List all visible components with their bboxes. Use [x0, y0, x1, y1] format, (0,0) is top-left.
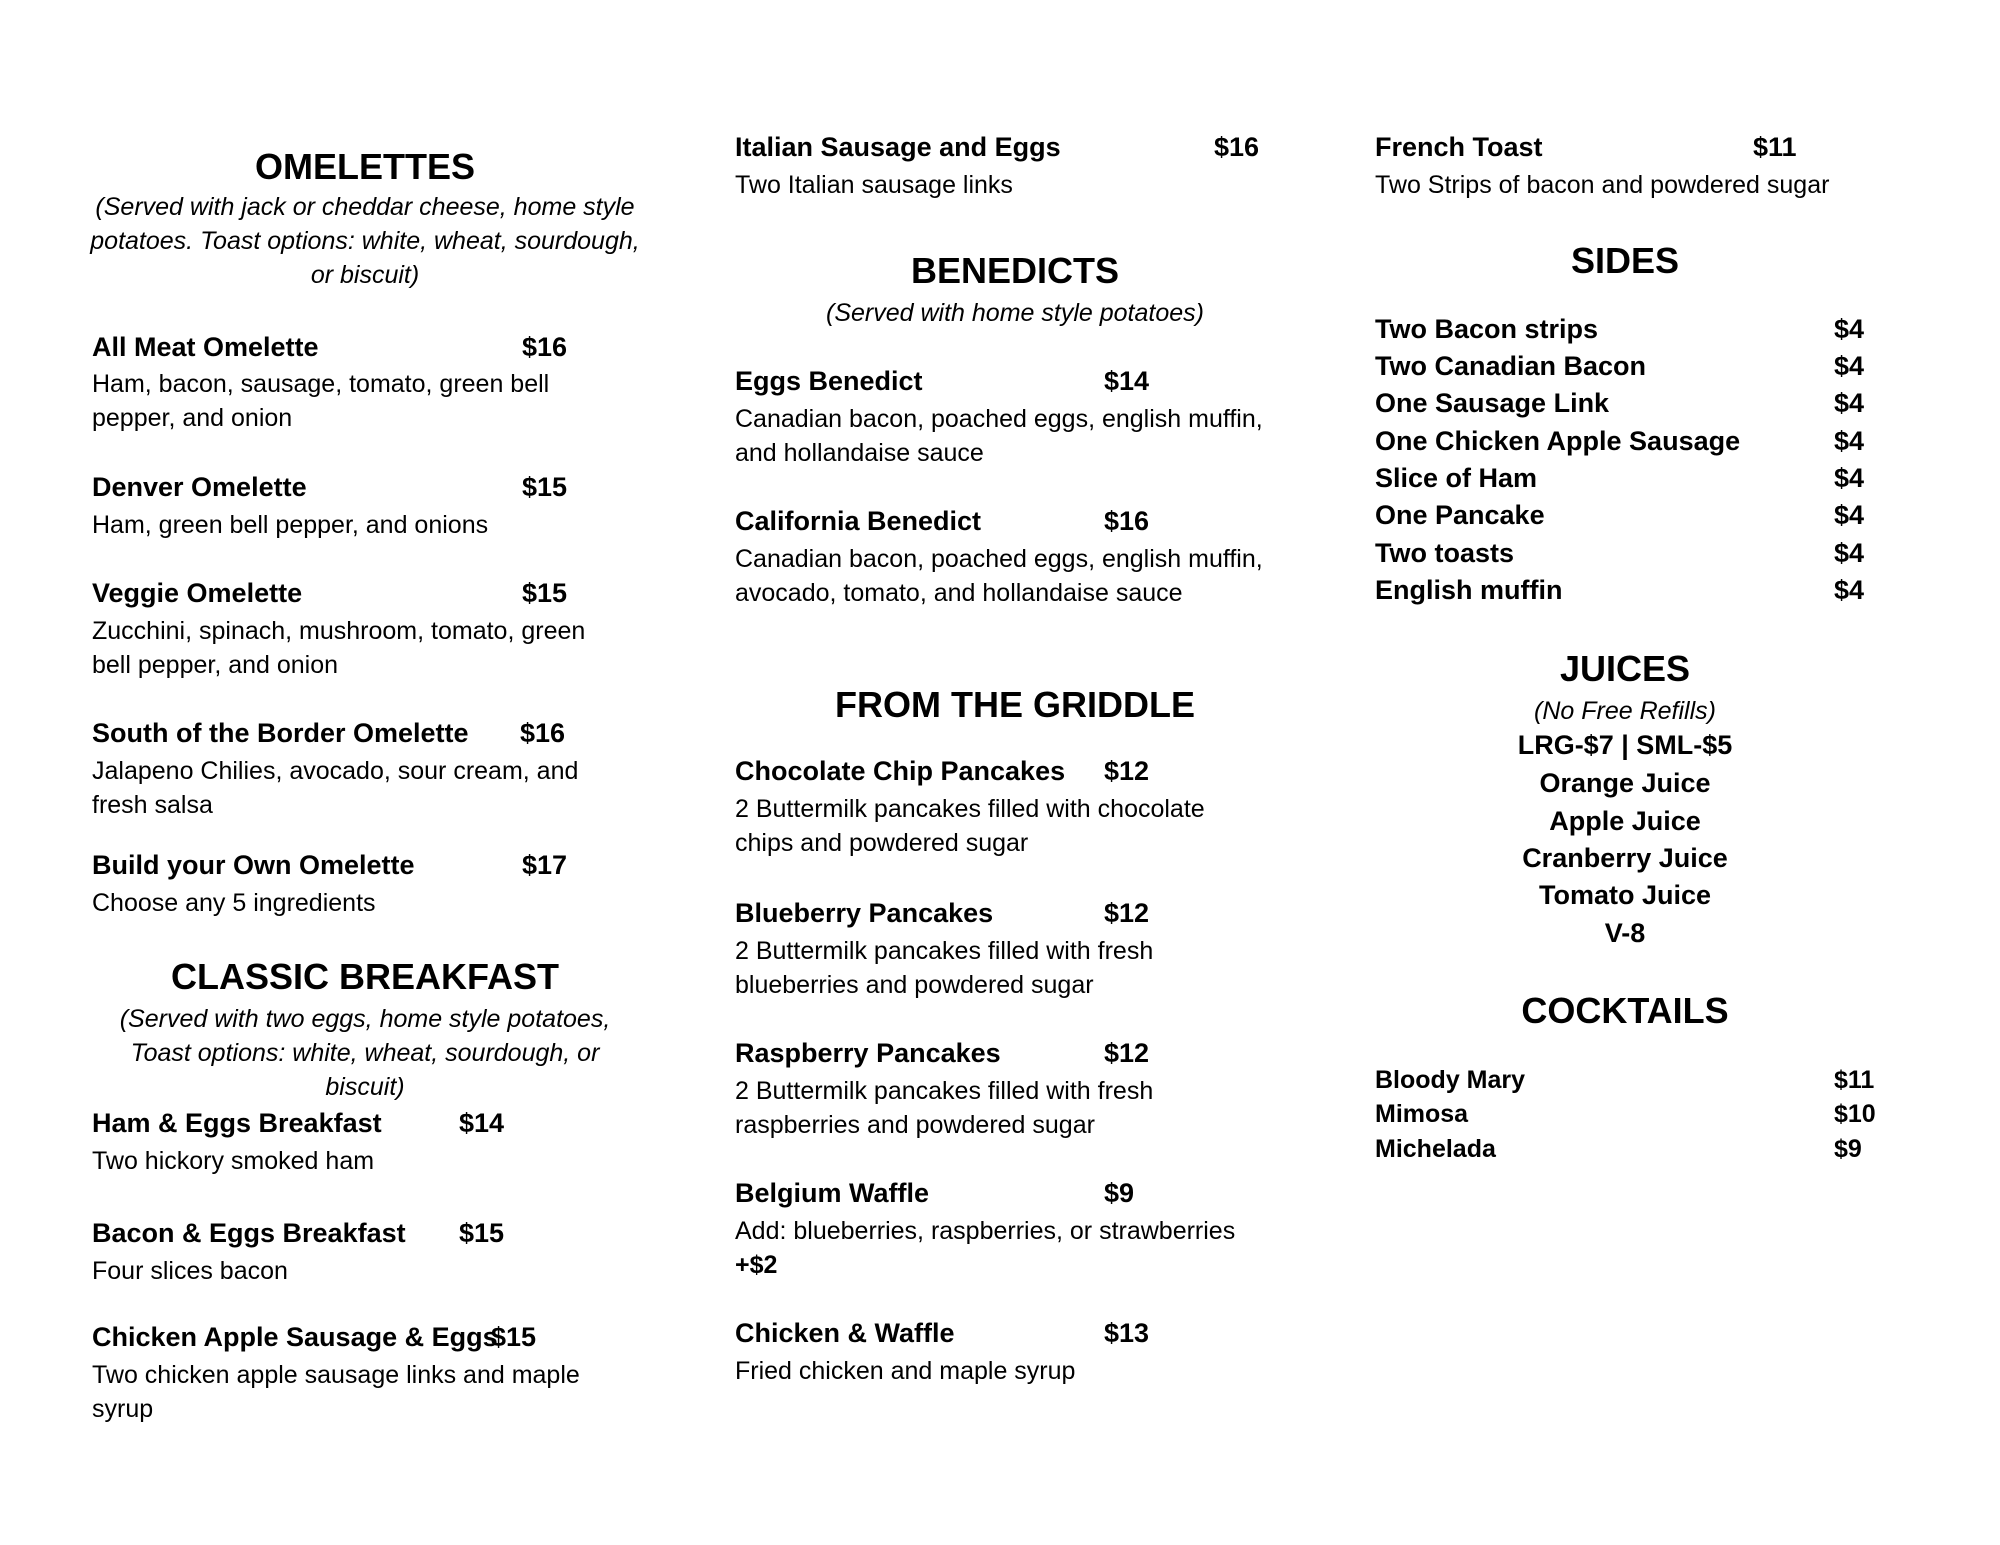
item-price: $16: [522, 332, 568, 362]
item-name: All Meat Omelette: [92, 332, 319, 362]
item-description: Fried chicken and maple syrup: [735, 1357, 1076, 1385]
item-price: $9: [1104, 1178, 1135, 1208]
menu-column-middle: [720, 0, 1360, 1545]
item-name: Chicken Apple Sausage & Eggs: [92, 1322, 498, 1352]
side-name: English muffin: [1375, 575, 1563, 605]
juice-item: V-8: [1604, 918, 1646, 948]
item-description: Two Strips of bacon and powdered sugar: [1375, 171, 1830, 199]
item-description: Canadian bacon, poached eggs, english muffin, avocado, tomato, and hollandaise sauce: [735, 545, 1263, 607]
item-name: South of the Border Omelette: [92, 718, 469, 748]
item-name: Blueberry Pancakes: [735, 898, 994, 928]
item-price: $12: [1104, 898, 1150, 928]
item-price: $15: [522, 578, 568, 608]
benedicts-heading: BENEDICTS: [910, 250, 1120, 291]
item-price: $16: [1214, 132, 1260, 162]
item-name: Chocolate Chip Pancakes: [735, 756, 1066, 786]
item-price: $15: [522, 472, 568, 502]
side-name: Two Canadian Bacon: [1375, 351, 1647, 381]
side-name: One Sausage Link: [1375, 388, 1610, 418]
item-name: California Benedict: [735, 506, 982, 536]
omelettes-note: (Served with jack or cheddar cheese, home style potatoes. Toast options: white, wheat, sourdough, or biscuit): [90, 193, 640, 289]
juice-item: Apple Juice: [1549, 806, 1701, 836]
item-name: Eggs Benedict: [735, 366, 923, 396]
cocktails-heading: COCKTAILS: [1521, 990, 1729, 1031]
item-price: $12: [1104, 756, 1150, 786]
cocktail-price: $10: [1834, 1100, 1876, 1128]
item-price: $15: [459, 1218, 505, 1248]
menu-column-right: [1360, 0, 2000, 1545]
juice-sizes: LRG-$7 | SML-$5: [1517, 730, 1733, 760]
cocktail-name: Bloody Mary: [1375, 1066, 1526, 1094]
side-price: $4: [1834, 500, 1865, 530]
side-name: Two toasts: [1375, 538, 1515, 568]
item-price: $15: [491, 1322, 537, 1352]
item-name: Italian Sausage and Eggs: [735, 132, 1061, 162]
item-name: Denver Omelette: [92, 472, 307, 502]
item-name: Build your Own Omelette: [92, 850, 415, 880]
side-name: One Chicken Apple Sausage: [1375, 426, 1741, 456]
item-name: Bacon & Eggs Breakfast: [92, 1218, 406, 1248]
item-description: Choose any 5 ingredients: [92, 889, 376, 917]
side-price: $4: [1834, 351, 1865, 381]
side-price: $4: [1834, 426, 1865, 456]
item-description: Zucchini, spinach, mushroom, tomato, green bell pepper, and onion: [92, 617, 586, 679]
cocktail-price: $9: [1834, 1135, 1862, 1163]
item-name: Ham & Eggs Breakfast: [92, 1108, 382, 1138]
item-price: $16: [520, 718, 566, 748]
side-name: One Pancake: [1375, 500, 1545, 530]
item-price: $17: [522, 850, 568, 880]
omelettes-heading: OMELETTES: [254, 146, 475, 187]
item-addon-price: +$2: [735, 1251, 778, 1279]
juice-item: Orange Juice: [1539, 768, 1711, 798]
cocktail-name: Mimosa: [1375, 1100, 1469, 1128]
item-price: $12: [1104, 1038, 1150, 1068]
item-description: 2 Buttermilk pancakes filled with fresh raspberries and powdered sugar: [735, 1077, 1154, 1139]
griddle-heading: FROM THE GRIDDLE: [835, 684, 1195, 725]
item-name: Belgium Waffle: [735, 1178, 930, 1208]
side-price: $4: [1834, 388, 1865, 418]
item-description: Ham, green bell pepper, and onions: [92, 511, 489, 539]
cocktail-price: $11: [1834, 1066, 1875, 1094]
side-price: $4: [1834, 314, 1865, 344]
item-description: 2 Buttermilk pancakes filled with chocolate chips and powdered sugar: [735, 795, 1205, 857]
side-name: Two Bacon strips: [1375, 314, 1599, 344]
sides-heading: SIDES: [1570, 240, 1680, 281]
item-price: $13: [1104, 1318, 1150, 1348]
item-description: Add: blueberries, raspberries, or strawberries: [735, 1217, 1236, 1245]
item-price: $11: [1753, 132, 1797, 162]
juice-item: Cranberry Juice: [1522, 843, 1728, 873]
item-name: Chicken & Waffle: [735, 1318, 955, 1348]
item-description: Two chicken apple sausage links and maple syrup: [92, 1361, 580, 1423]
juices-note: (No Free Refills): [1534, 697, 1716, 725]
item-name: French Toast: [1375, 132, 1543, 162]
side-name: Slice of Ham: [1375, 463, 1538, 493]
item-description: Two hickory smoked ham: [92, 1147, 375, 1175]
menu-column-left: [0, 0, 720, 1545]
item-description: Two Italian sausage links: [735, 171, 1013, 199]
item-price: $14: [1104, 366, 1150, 396]
item-description: Ham, bacon, sausage, tomato, green bell pepper, and onion: [92, 370, 550, 432]
item-name: Raspberry Pancakes: [735, 1038, 1001, 1068]
item-description: Four slices bacon: [92, 1257, 288, 1285]
classic-breakfast-heading: CLASSIC BREAKFAST: [170, 956, 560, 997]
item-description: Canadian bacon, poached eggs, english muffin, and hollandaise sauce: [735, 405, 1263, 467]
juice-item: Tomato Juice: [1538, 880, 1712, 910]
item-price: $16: [1104, 506, 1150, 536]
benedicts-note: (Served with home style potatoes): [826, 299, 1204, 327]
item-description: 2 Buttermilk pancakes filled with fresh blueberries and powdered sugar: [735, 937, 1154, 999]
side-price: $4: [1834, 463, 1865, 493]
side-price: $4: [1834, 538, 1865, 568]
item-description: Jalapeno Chilies, avocado, sour cream, and fresh salsa: [92, 757, 579, 819]
item-name: Veggie Omelette: [92, 578, 303, 608]
item-price: $14: [459, 1108, 505, 1138]
classic-breakfast-note: (Served with two eggs, home style potatoes, Toast options: white, wheat, sourdough, or biscuit): [119, 1005, 611, 1101]
side-price: $4: [1834, 575, 1865, 605]
cocktail-name: Michelada: [1375, 1135, 1496, 1163]
juices-heading: JUICES: [1559, 648, 1691, 689]
